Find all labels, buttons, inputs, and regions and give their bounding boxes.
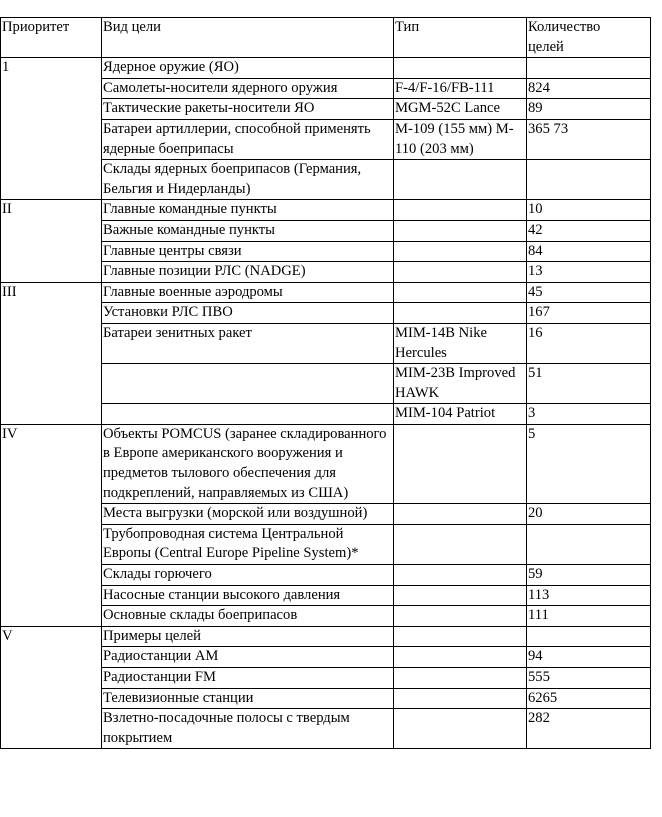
- type-cell: [394, 606, 527, 627]
- target-kind-cell: Главные военные аэродромы: [102, 282, 394, 303]
- count-cell: 113: [527, 585, 651, 606]
- type-cell: [394, 160, 527, 200]
- priority-cell: III: [1, 282, 102, 424]
- targets-table: [0, 17, 651, 749]
- target-kind-cell: Места выгрузки (морской или воздушной): [102, 504, 394, 525]
- target-kind-cell: Взлетно-посадочные полосы с твердым покрытием: [102, 709, 394, 749]
- count-cell: 84: [527, 241, 651, 262]
- target-kind-cell: Склады ядерных боеприпасов (Германия, Бельгия и Нидерланды): [102, 160, 394, 200]
- count-cell: 6265: [527, 688, 651, 709]
- table-row: [1, 424, 651, 503]
- count-cell: 365 73: [527, 119, 651, 159]
- target-kind-cell: Склады горючего: [102, 565, 394, 586]
- type-cell: [394, 241, 527, 262]
- table-row: [1, 58, 651, 79]
- target-kind-cell: Примеры целей: [102, 626, 394, 647]
- target-kind-cell: [102, 364, 394, 404]
- priority-cell: II: [1, 200, 102, 282]
- type-cell: [394, 709, 527, 749]
- target-kind-cell: Батареи артиллерии, способной применять ядерные боеприпасы: [102, 119, 394, 159]
- type-cell: [394, 200, 527, 221]
- target-kind-cell: [102, 404, 394, 425]
- target-kind-cell: Трубопроводная система Центральной Европы (Central Europe Pipeline System)*: [102, 524, 394, 564]
- table-row: [1, 626, 651, 647]
- type-cell: [394, 262, 527, 283]
- type-cell: [394, 58, 527, 79]
- type-cell: [394, 504, 527, 525]
- target-kind-cell: Радиостанции АМ: [102, 647, 394, 668]
- type-cell: MIM-104 Patriot: [394, 404, 527, 425]
- count-cell: 94: [527, 647, 651, 668]
- target-kind-cell: Главные центры связи: [102, 241, 394, 262]
- count-cell: 45: [527, 282, 651, 303]
- table-row: [1, 282, 651, 303]
- priority-cell: IV: [1, 424, 102, 626]
- type-cell: MIM-23B Improved HAWK: [394, 364, 527, 404]
- type-cell: [394, 424, 527, 503]
- count-cell: 42: [527, 220, 651, 241]
- target-kind-cell: Главные позиции РЛС (NADGE): [102, 262, 394, 283]
- count-cell: 3: [527, 404, 651, 425]
- count-cell: 13: [527, 262, 651, 283]
- target-kind-cell: Главные командные пункты: [102, 200, 394, 221]
- type-cell: M-109 (155 мм) M-110 (203 мм): [394, 119, 527, 159]
- type-cell: [394, 688, 527, 709]
- count-cell: 51: [527, 364, 651, 404]
- count-cell: 167: [527, 303, 651, 324]
- count-cell: [527, 160, 651, 200]
- count-cell: 20: [527, 504, 651, 525]
- target-kind-cell: Самолеты-носители ядерного оружия: [102, 78, 394, 99]
- target-kind-cell: Важные командные пункты: [102, 220, 394, 241]
- target-kind-cell: Насосные станции высокого давления: [102, 585, 394, 606]
- table-body: [1, 58, 651, 749]
- target-kind-cell: Тактические ракеты-носители ЯО: [102, 99, 394, 120]
- target-kind-cell: Телевизионные станции: [102, 688, 394, 709]
- type-cell: [394, 668, 527, 689]
- count-cell: 111: [527, 606, 651, 627]
- type-cell: F-4/F-16/FB-111: [394, 78, 527, 99]
- count-cell: 89: [527, 99, 651, 120]
- priority-cell: 1: [1, 58, 102, 200]
- count-cell: 10: [527, 200, 651, 221]
- type-cell: [394, 585, 527, 606]
- header-target-kind: Вид цели: [102, 18, 394, 58]
- target-kind-cell: Батареи зенитных ракет: [102, 323, 394, 363]
- target-kind-cell: Радиостанции FM: [102, 668, 394, 689]
- count-cell: 282: [527, 709, 651, 749]
- count-cell: 555: [527, 668, 651, 689]
- count-cell: [527, 626, 651, 647]
- type-cell: [394, 524, 527, 564]
- type-cell: [394, 282, 527, 303]
- count-cell: 824: [527, 78, 651, 99]
- priority-cell: V: [1, 626, 102, 749]
- header-type: Тип: [394, 18, 527, 58]
- count-cell: [527, 524, 651, 564]
- type-cell: MGM-52C Lance: [394, 99, 527, 120]
- count-cell: 5: [527, 424, 651, 503]
- count-cell: 59: [527, 565, 651, 586]
- type-cell: [394, 565, 527, 586]
- count-cell: [527, 58, 651, 79]
- target-kind-cell: Ядерное оружие (ЯО): [102, 58, 394, 79]
- header-priority: Приоритет: [1, 18, 102, 58]
- target-kind-cell: Основные склады боеприпасов: [102, 606, 394, 627]
- type-cell: [394, 626, 527, 647]
- type-cell: [394, 303, 527, 324]
- header-count: Количество целей: [527, 18, 651, 58]
- table-row: [1, 200, 651, 221]
- type-cell: [394, 647, 527, 668]
- type-cell: MIM-14B Nike Hercules: [394, 323, 527, 363]
- target-kind-cell: Установки РЛС ПВО: [102, 303, 394, 324]
- target-kind-cell: Объекты POMCUS (заранее складированного в Европе американского вооружения и предметов тылового обеспечения для подкреплений, направляемых из США): [102, 424, 394, 503]
- type-cell: [394, 220, 527, 241]
- header-row: [1, 18, 651, 58]
- count-cell: 16: [527, 323, 651, 363]
